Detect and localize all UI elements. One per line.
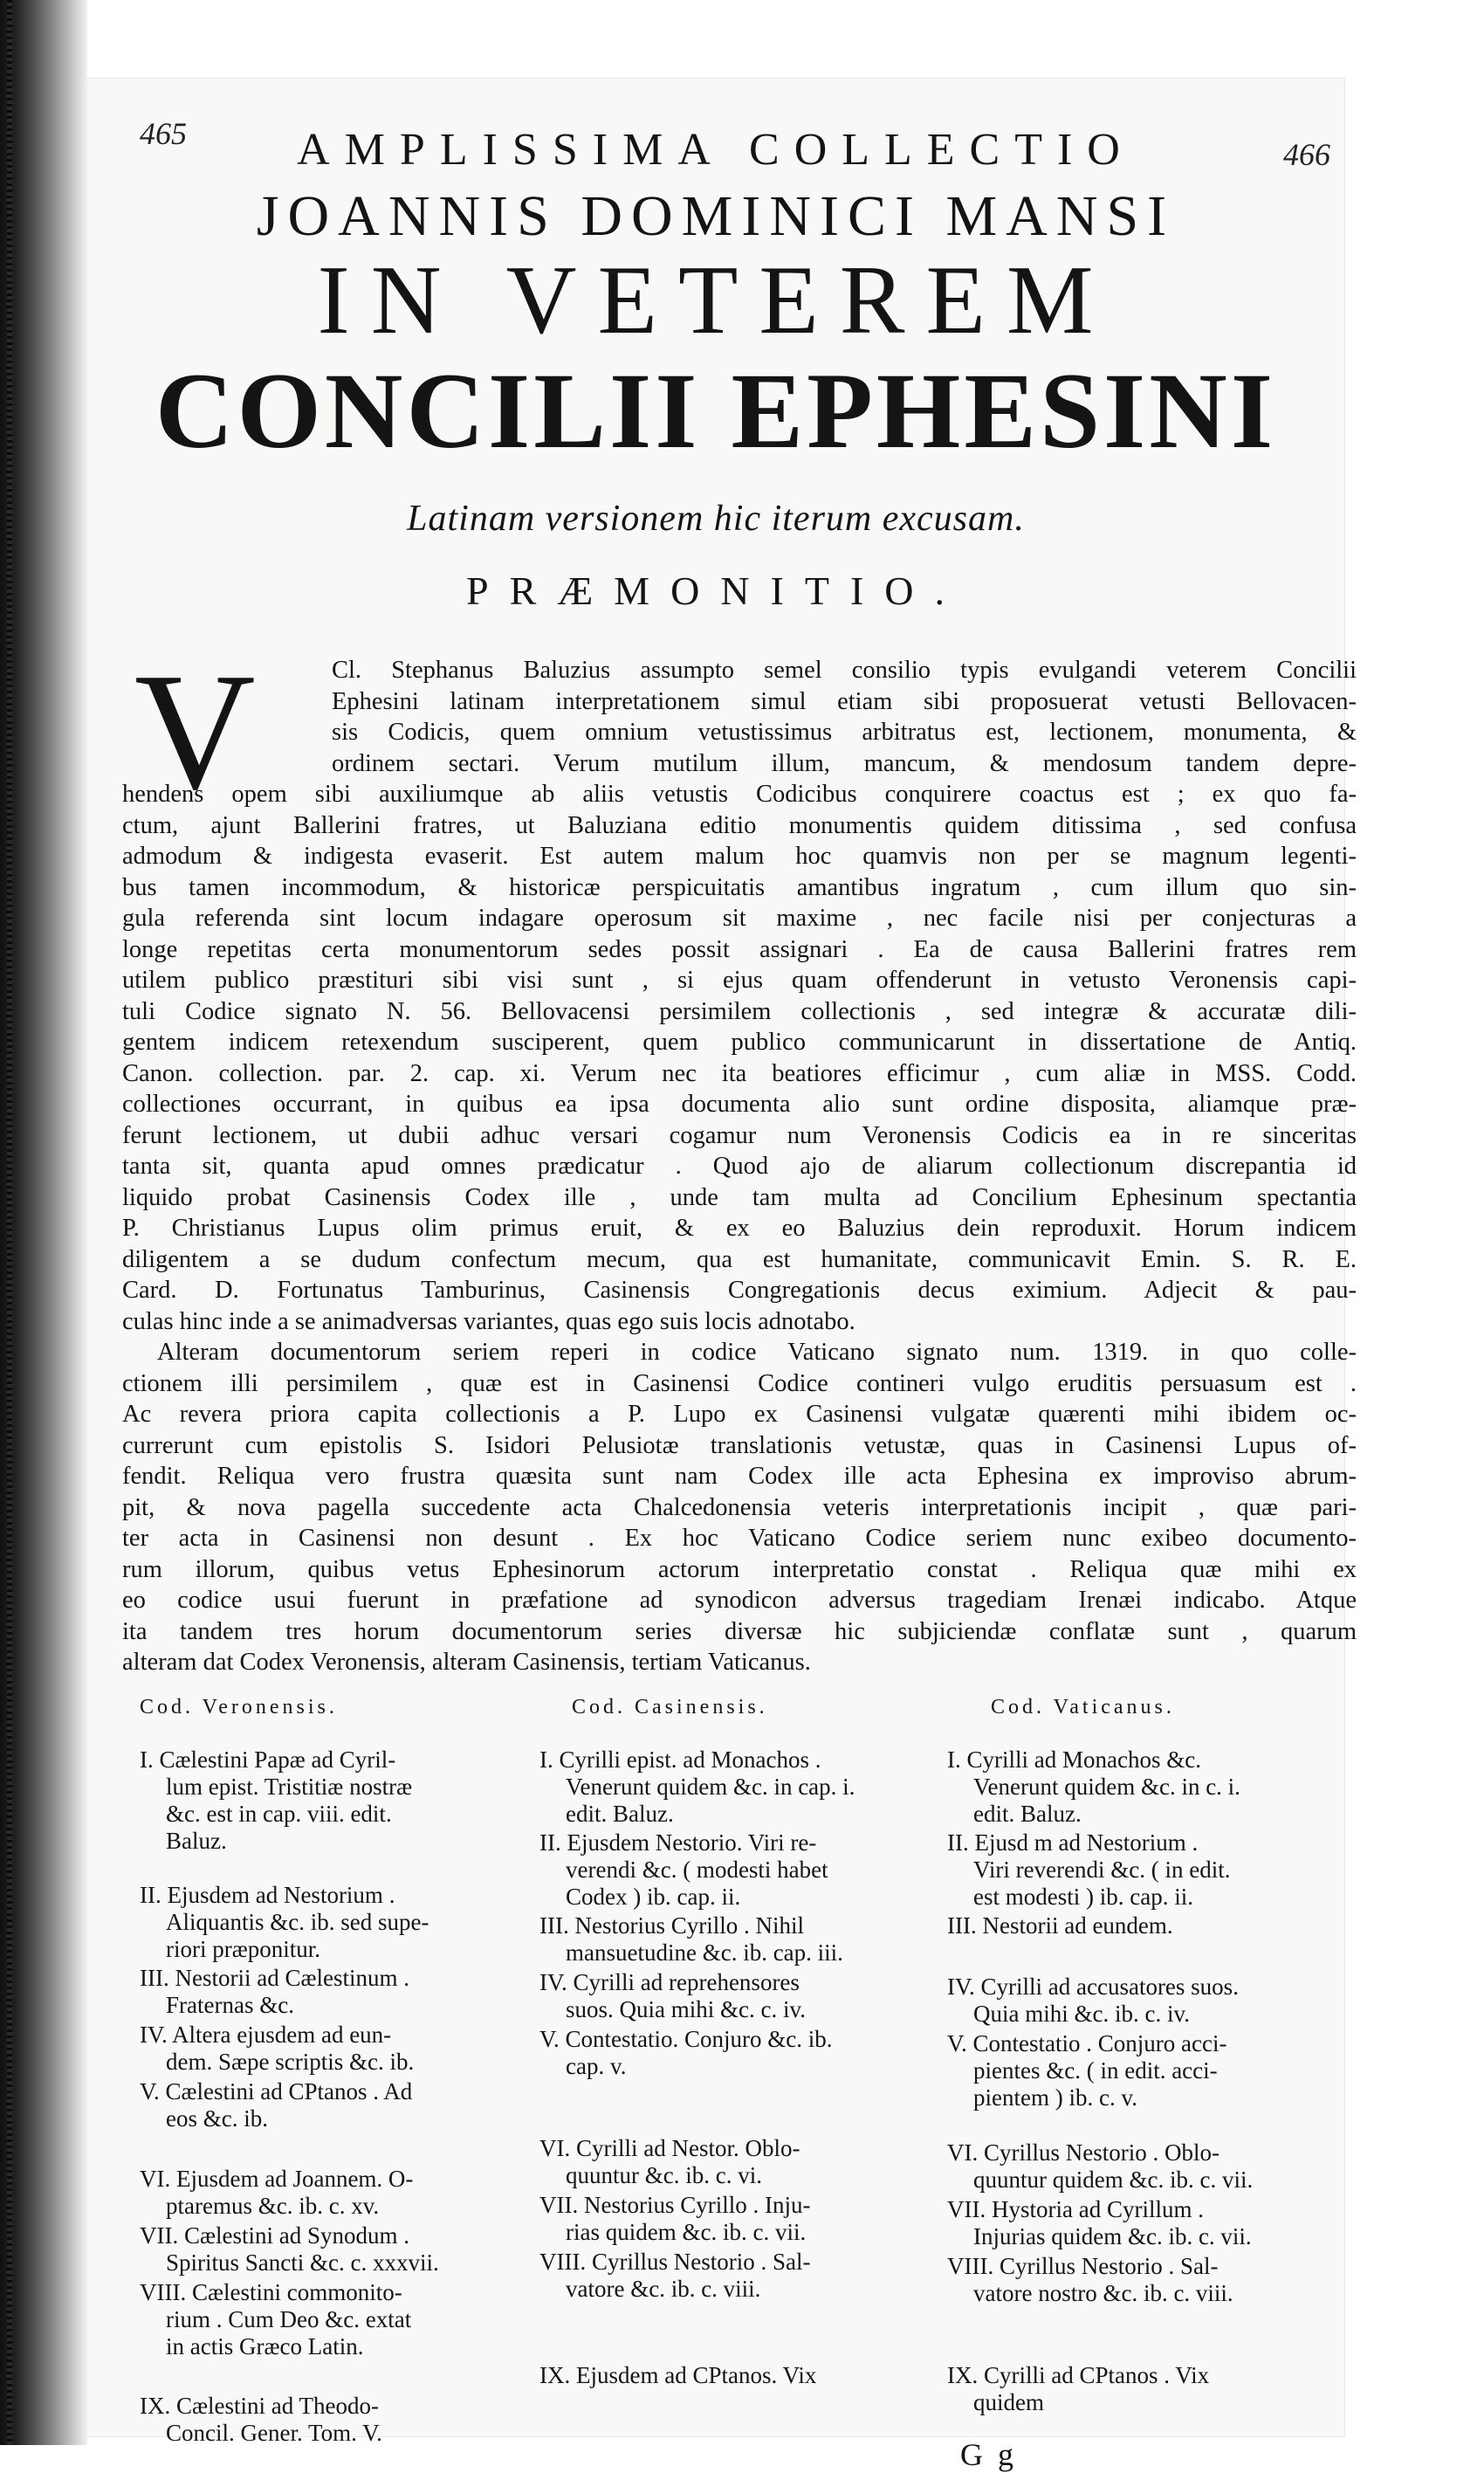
body-line: ctionem illi persimilem , quæ est in Casinensi Codice contineri vulgo eruditis persuasum est . — [122, 1369, 1357, 1397]
catalog-entry-line: edit. Baluz. — [973, 1801, 1082, 1827]
catalog-entry-line: Venerunt quidem &c. in c. i. — [973, 1774, 1240, 1800]
catalog-entry — [947, 2362, 1340, 2416]
catalog-entry-line: Spiritus Sancti &c. c. xxxvii. — [166, 2249, 439, 2276]
catalog-entry — [140, 1882, 532, 1963]
catalog-entry-line: verendi &c. ( modesti habet — [566, 1856, 828, 1883]
catalog-entry-line: pientem ) ib. c. v. — [973, 2084, 1137, 2111]
catalog-entry — [947, 2253, 1340, 2307]
catalog-entry-line: &c. est in cap. viii. edit. — [166, 1801, 392, 1827]
body-line: gula referenda sint locum indagare operosum sit maxime , nec facile nisi per conjecturas a — [122, 905, 1357, 932]
body-line: Cl. Stephanus Baluzius assumpto semel consilio typis evulgandi veterem Concilii — [332, 657, 1357, 684]
catalog-entry-line: VI. Cyrillus Nestorio . Oblo- — [947, 2139, 1219, 2166]
catalog-entry-line: IX. Ejusdem ad CPtanos. Vix — [539, 2362, 817, 2388]
body-line: P. Christianus Lupus olim primus eruit, & ex eo Baluzius dein reproduxit. Horum indicem — [122, 1215, 1357, 1242]
catalog-entry-line: cap. v. — [566, 2053, 627, 2079]
catalog-entry-line: edit. Baluz. — [566, 1801, 674, 1827]
body-line: tanta sit, quanta apud omnes prædicatur . Quod ajo de aliarum collectionum discrepantia id — [122, 1153, 1357, 1180]
catalog-entry-line: IX. Cælestini ad Theodo- — [140, 2393, 379, 2419]
catalog-entry-line: vatore &c. ib. c. viii. — [566, 2276, 761, 2302]
catalog-entry-line: Venerunt quidem &c. in cap. i. — [566, 1774, 855, 1800]
body-line: sis Codicis, quem omnium vetustissimus arbitratus est, lectionem, monumenta, & — [332, 719, 1357, 746]
catalog-entry — [539, 2362, 932, 2389]
body-line: hendens opem sibi auxiliumque ab aliis vetustis Codicibus conquirere coactus est ; ex quo fa- — [122, 781, 1357, 808]
body-line: eo codice usui fuerunt in præfatione ad synodicon adversus tragediam Irenæi indicabo. Atque — [122, 1587, 1357, 1614]
catalog-entry-line: rium . Cum Deo &c. extat — [166, 2306, 412, 2332]
catalog-entry-line: quidem — [973, 2389, 1044, 2415]
body-line: ter acta in Casinensi non desunt . Ex hoc Vaticano Codice seriem nunc exibeo documento- — [122, 1525, 1357, 1552]
catalog-entry-line: quuntur &c. ib. c. vi. — [566, 2162, 762, 2188]
body-line: ordinem sectari. Verum mutilum illum, mancum, & mendosum tandem depre- — [332, 749, 1357, 777]
catalog-entry-line: dem. Sæpe scriptis &c. ib. — [166, 2049, 415, 2075]
catalog-entry-line: est modesti ) ib. cap. ii. — [973, 1884, 1193, 1910]
catalog-entry — [539, 2249, 932, 2303]
body-line: bus tamen incommodum, & historicæ perspicuitatis amantibus ingratum , cum illum quo sin- — [122, 873, 1357, 901]
column-heading-vaticanus: Cod. Vaticanus. — [991, 1696, 1175, 1719]
body-line: alteram dat Codex Veronensis, alteram Casinensis, tertiam Vaticanus. — [122, 1649, 811, 1676]
catalog-entry — [539, 1969, 932, 2023]
catalog-entry-line: V. Contestatio. Conjuro &c. ib. — [539, 2026, 833, 2052]
catalog-entry-line: VIII. Cyrillus Nestorio . Sal- — [947, 2253, 1219, 2279]
body-line: Ephesini latinam interpretationem simul etiam sibi proposuerat vetusti Bellovacen- — [332, 687, 1357, 715]
catalog-entry-line: suos. Quia mihi &c. c. iv. — [566, 1996, 806, 2022]
document-page — [87, 79, 1357, 2472]
catalog-entry — [140, 1746, 532, 1855]
catalog-entry-line: quuntur quidem &c. ib. c. vii. — [973, 2166, 1254, 2193]
body-line: currerunt cum epistolis S. Isidori Pelusiotæ translationis vetustæ, quas in Casinensi Lupus of- — [122, 1431, 1357, 1459]
catalog-entry-line: lum epist. Tristitiæ nostræ — [166, 1774, 413, 1800]
catalog-entry-line: V. Contestatio . Conjuro acci- — [947, 2030, 1227, 2056]
catalog-entry-line: II. Ejusdem Nestorio. Viri re- — [539, 1829, 817, 1856]
catalog-entry — [140, 2022, 532, 2076]
catalog-entry — [947, 1912, 1340, 1939]
body-line: rum illorum, quibus vetus Ephesinorum actorum interpretatio constat . Reliqua quæ mihi ex — [122, 1555, 1357, 1583]
catalog-entry-line: pientes &c. ( in edit. acci- — [973, 2057, 1218, 2084]
catalog-entry-line: Concil. Gener. Tom. V. — [166, 2420, 382, 2446]
catalog-entry-line: IV. Cyrilli ad reprehensores — [539, 1969, 800, 1995]
body-line: diligentem a se dudum confectum mecum, qua est humanitate, communicavit Emin. S. R. E. — [122, 1245, 1357, 1273]
body-line: collectiones occurrant, in quibus ea ipsa documenta alio sunt ordine disposita, aliamque præ- — [122, 1091, 1357, 1118]
body-line: Ac revera priora capita collectionis a P. Lupo ex Casinensi vulgatæ quærenti mihi ibidem oc- — [122, 1401, 1357, 1428]
catalog-entry-line: I. Cyrilli ad Monachos &c. — [947, 1746, 1201, 1773]
catalog-entry — [539, 1829, 932, 1911]
catalog-entry — [140, 2166, 532, 2220]
catalog-entry-line: IV. Altera ejusdem ad eun- — [140, 2022, 392, 2048]
catalog-entry-line: Aliquantis &c. ib. sed supe- — [166, 1909, 429, 1935]
catalog-entry — [140, 2078, 532, 2132]
catalog-entry — [947, 1829, 1340, 1911]
catalog-entry-line: Viri reverendi &c. ( in edit. — [973, 1856, 1231, 1883]
title-line-1: AMPLISSIMA COLLECTIO — [297, 125, 1135, 175]
catalog-entry-line: ptaremus &c. ib. c. xv. — [166, 2193, 380, 2219]
catalog-entry-line: VI. Cyrilli ad Nestor. Oblo- — [539, 2135, 800, 2161]
drop-cap: V — [134, 638, 256, 824]
catalog-entry-line: vatore nostro &c. ib. c. viii. — [973, 2280, 1233, 2306]
body-text — [122, 655, 1357, 1678]
catalog-entry-line: in actis Græco Latin. — [166, 2333, 364, 2359]
catalog-entry — [539, 1746, 932, 1828]
catalog-entry-line: VIII. Cyrillus Nestorio . Sal- — [539, 2249, 811, 2275]
catalog-entry-line: IX. Cyrilli ad CPtanos . Vix — [947, 2362, 1210, 2388]
catalog-entry-line: II. Ejusdem ad Nestorium . — [140, 1882, 395, 1908]
catalog-entry-line: riori præponitur. — [166, 1936, 320, 1962]
catalog-entry-line: VII. Cælestini ad Synodum . — [140, 2222, 409, 2249]
body-line: ita tandem tres horum documentorum series diversæ hic subjiciendæ conflatæ sunt , quarum — [122, 1617, 1357, 1645]
catalog-entry — [539, 2135, 932, 2189]
catalog-entry-line: III. Nestorii ad eundem. — [947, 1912, 1173, 1939]
catalog-entry-line: IV. Cyrilli ad accusatores suos. — [947, 1974, 1239, 2000]
catalog-entry-line: Injurias quidem &c. ib. c. vii. — [973, 2223, 1252, 2249]
body-line: culas hinc inde a se animadversas variantes, quas ego suis locis adnotabo. — [122, 1307, 855, 1335]
catalog-entry-line: Quia mihi &c. ib. c. iv. — [973, 2001, 1190, 2027]
catalog-entry — [539, 2192, 932, 2246]
catalog-entry-line: eos &c. ib. — [166, 2105, 268, 2132]
catalog-entry — [140, 2222, 532, 2277]
body-line: admodum & indigesta evaserit. Est autem malum hoc quamvis non per se magnum legenti- — [122, 843, 1357, 870]
subtitle: Latinam versionem hic iterum excusam. — [407, 499, 1025, 539]
catalog-entry — [140, 2279, 532, 2360]
catalog-entry-line: II. Ejusd m ad Nestorium . — [947, 1829, 1199, 1856]
catalog-entry-line: rias quidem &c. ib. c. vii. — [566, 2219, 807, 2245]
column-heading-casinensis: Cod. Casinensis. — [572, 1696, 768, 1719]
body-line: fendit. Reliqua vero frustra quæsita sunt nam Codex ille acta Ephesina ex improviso abrum- — [122, 1463, 1357, 1490]
body-line: tuli Codice signato N. 56. Bellovacensi persimilem collectionis , sed integræ & accuratæ dili- — [122, 997, 1357, 1025]
body-line: pit, & nova pagella succedente acta Chalcedonensia veteris interpretationis incipit , quæ pari- — [122, 1493, 1357, 1521]
catalog-entry-line: V. Cælestini ad CPtanos . Ad — [140, 2078, 413, 2104]
catalog-entry-line: I. Cyrilli epist. ad Monachos . — [539, 1746, 821, 1773]
body-line: ferunt lectionem, ut dubii adhuc versari cogamur num Veronensis Codicis ea in re sinceritas — [122, 1121, 1357, 1149]
catalog-entry — [947, 1974, 1340, 2028]
catalog-entry — [947, 1746, 1340, 1828]
catalog-entry-line: III. Nestorii ad Cælestinum . — [140, 1965, 409, 1991]
catalog-entry — [539, 2026, 932, 2080]
title-line-4: CONCILII EPHESINI — [155, 351, 1277, 471]
catalog-entry — [140, 1965, 532, 2019]
catalog-entry — [947, 2196, 1340, 2250]
page-number-left: 465 — [140, 116, 187, 151]
catalog-entry-line: Fraternas &c. — [166, 1992, 294, 2018]
section-heading: PRÆMONITIO. — [466, 568, 965, 613]
catalog-entry — [947, 2030, 1340, 2111]
body-line: gentem indicem retexendum susciperent, quem publico communicarunt in dissertatione de Antiq. — [122, 1029, 1357, 1056]
signature-mark: G g — [960, 2437, 1017, 2472]
body-line: utilem publico præstituri sibi visi sunt , si ejus quam offenderunt in vetusto Veronensis capi- — [122, 967, 1357, 994]
catalog-entry-line: Baluz. — [166, 1828, 227, 1854]
body-line: Alteram documentorum seriem reperi in codice Vaticano signato num. 1319. in quo colle- — [157, 1339, 1357, 1366]
body-line: ctum, ajunt Ballerini fratres, ut Baluziana editio monumentis quidem ditissima , sed confusa — [122, 811, 1357, 839]
catalog-entry — [947, 2139, 1340, 2194]
catalog-entry-line: VIII. Cælestini commonito- — [140, 2279, 402, 2305]
catalog-entry — [539, 1912, 932, 1967]
catalog-entry-line: III. Nestorius Cyrillo . Nihil — [539, 1912, 804, 1939]
book-spine-shadow — [0, 0, 87, 2445]
title-line-2: JOANNIS DOMINICI MANSI — [256, 184, 1176, 248]
catalog-entry-line: VII. Nestorius Cyrillo . Inju- — [539, 2192, 811, 2218]
page-number-right: 466 — [1283, 137, 1330, 172]
catalog-entry — [140, 2393, 532, 2447]
column-heading-veronensis: Cod. Veronensis. — [140, 1696, 338, 1719]
catalog-entry-line: I. Cælestini Papæ ad Cyril- — [140, 1746, 396, 1773]
body-line: liquido probat Casinensis Codex ille , unde tam multa ad Concilium Ephesinum spectantia — [122, 1183, 1357, 1211]
catalog-entry-line: mansuetudine &c. ib. cap. iii. — [566, 1939, 843, 1966]
body-line: Card. D. Fortunatus Tamburinus, Casinensis Congregationis decus eximium. Adjecit & pau- — [122, 1277, 1357, 1304]
body-line: Canon. collection. par. 2. cap. xi. Verum nec ita beatiores efficimur , cum aliæ in MSS. Codd. — [122, 1059, 1357, 1087]
body-line: longe repetitas certa monumentorum sedes possit assignari . Ea de causa Ballerini fratres rem — [122, 935, 1357, 963]
catalog-entry-line: VI. Ejusdem ad Joannem. O- — [140, 2166, 414, 2192]
catalog-entry-line: VII. Hystoria ad Cyrillum . — [947, 2196, 1204, 2222]
catalog-entry-line: Codex ) ib. cap. ii. — [566, 1884, 741, 1910]
title-line-3: IN VETEREM — [317, 246, 1115, 355]
